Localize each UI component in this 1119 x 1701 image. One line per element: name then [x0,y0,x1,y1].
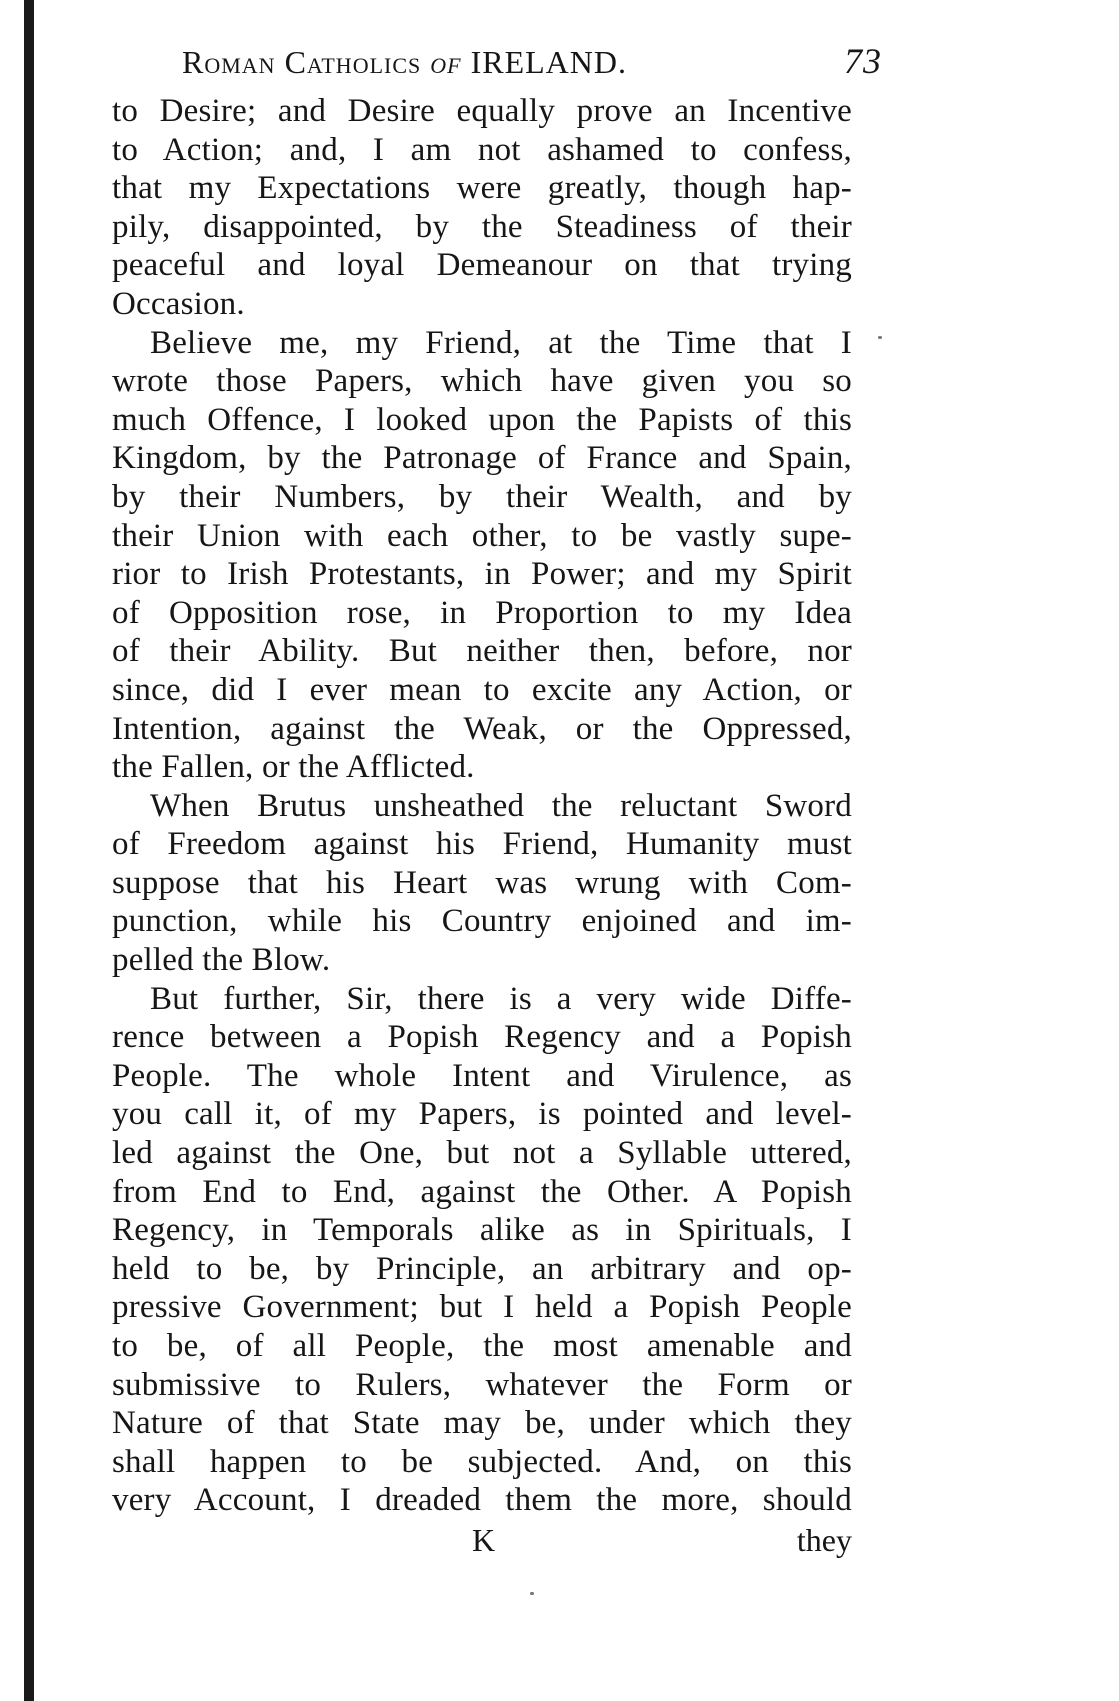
text-line: their Union with each other, to be vastly supe- [112,517,852,554]
text-line: submissive to Rulers, whatever the Form or [112,1366,852,1403]
text-line: that my Expectations were greatly, though hap- [112,170,852,207]
page-number: 73 [844,41,882,81]
paragraph-3 [112,787,852,980]
text-line: of Opposition rose, in Proportion to my Idea [112,594,852,631]
text-line: to Desire; and Desire equally prove an Incentive [112,93,852,129]
text-line: pressive Government; but I held a Popish People [112,1289,852,1326]
paragraph-1 [112,92,852,324]
text-line: But further, Sir, there is a very wide Diffe- [150,980,852,1017]
text-line: very Account, I dreaded them the more, should [112,1482,852,1519]
text-line: Nature of that State may be, under which they [112,1405,852,1442]
running-head [182,40,882,92]
text-line: rior to Irish Protestants, in Power; and my Spirit [112,556,852,593]
text-line: pelled the Blow. [112,942,331,979]
text-line: held to be, by Principle, an arbitrary and op- [112,1250,852,1287]
text-line: you call it, of my Papers, is pointed and level- [112,1096,852,1133]
text-line: peaceful and loyal Demeanour on that trying [112,247,852,284]
text-line: Intention, against the Weak, or the Oppressed, [112,710,852,747]
text-line: since, did I ever mean to excite any Action, or [112,671,852,708]
text-line: the Fallen, or the Afflicted. [112,749,475,786]
text-line: of Freedom against his Friend, Humanity must [112,826,852,863]
text-line: wrote those Papers, which have given you so [112,363,852,400]
text-line: led against the One, but not a Syllable uttered, [112,1135,852,1172]
paragraph-2 [112,324,852,787]
text-line: When Brutus unsheathed the reluctant Sword [150,787,852,824]
binding-edge-shadow [24,0,34,1701]
text-line: suppose that his Heart was wrung with Com- [112,864,852,901]
page-footer [112,1520,852,1560]
text-line: much Offence, I looked upon the Papists of this [112,401,852,438]
catchword: they [796,1521,852,1558]
text-line: Kingdom, by the Patronage of France and Spain, [112,440,852,477]
page-text-block [112,40,882,1560]
running-head-title: Roman Catholics of IRELAND. [182,44,627,80]
text-line: to Action; and, I am not ashamed to confess, [112,131,852,168]
text-line: by their Numbers, by their Wealth, and by [112,478,852,515]
text-line: Occasion. [112,285,245,322]
text-line: shall happen to be subjected. And, on this [112,1443,852,1480]
signature-mark: K [472,1521,496,1558]
text-line: Regency, in Temporals alike as in Spirituals, I [112,1212,852,1249]
text-line: from End to End, against the Other. A Popish [112,1173,852,1210]
text-line: pily, disappointed, by the Steadiness of their [112,208,852,245]
text-line: punction, while his Country enjoined and im- [112,903,852,940]
text-line: of their Ability. But neither then, before, nor [112,633,852,670]
text-line: Believe me, my Friend, at the Time that I [150,324,852,361]
paper-speck [878,336,882,339]
text-line: rence between a Popish Regency and a Popish [112,1019,852,1056]
paragraph-4 [112,980,852,1520]
paper-speck [530,1592,534,1595]
text-line: to be, of all People, the most amenable and [112,1328,852,1364]
text-line: People. The whole Intent and Virulence, as [112,1057,852,1094]
